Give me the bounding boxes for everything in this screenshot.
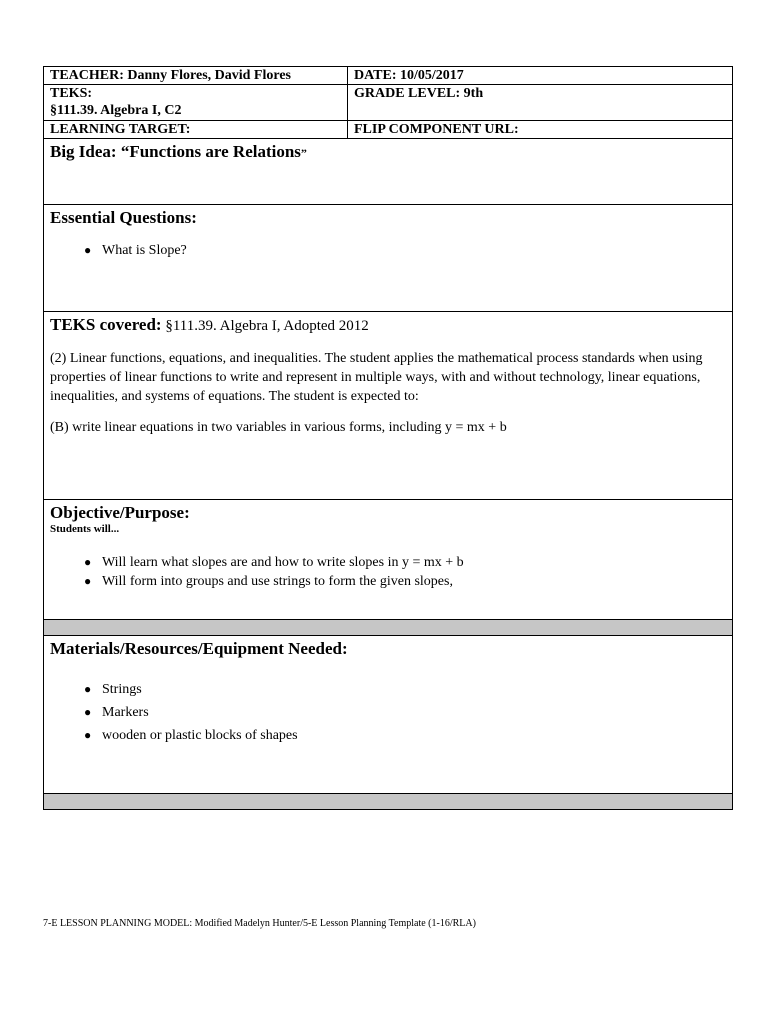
- list-item: ● What is Slope?: [84, 243, 187, 258]
- big-idea-label: Big Idea: “Functions are Relations: [50, 142, 301, 161]
- bullet-icon: ●: [84, 243, 92, 257]
- objective-subheading: Students will...: [50, 523, 120, 535]
- teks-covered-value: §111.39. Algebra I, Adopted 2012: [161, 318, 369, 334]
- teks-cell: [44, 85, 348, 120]
- list-item: ● Markers: [84, 705, 149, 720]
- teks-covered-label: TEKS covered:: [50, 315, 162, 334]
- essential-questions-list: [50, 241, 726, 260]
- list-item: ● wooden or plastic blocks of shapes: [84, 728, 298, 743]
- page-footer: 7-E LESSON PLANNING MODEL: Modified Madelyn Hunter/5-E Lesson Planning Template (1-16/RLA): [43, 918, 476, 929]
- list-item: ● Will learn what slopes are and how to write slopes in y = mx + b: [84, 555, 464, 570]
- learning-target-cell: LEARNING TARGET:: [44, 121, 348, 138]
- bullet-icon: ●: [84, 682, 92, 696]
- bullet-icon: ●: [84, 555, 92, 569]
- teks-covered-section: [44, 312, 732, 500]
- materials-list: [50, 680, 726, 745]
- list-item: ● Will form into groups and use strings to form the given slopes,: [84, 574, 453, 589]
- objective-heading: Objective/Purpose:: [50, 503, 190, 522]
- teks-paragraph-1: (2) Linear functions, equations, and inequalities. The student applies the mathematical process standards when using properties of linear functions to write and represent in multiple ways, with and without technology, linear equations, inequalities, and systems of equations. The student is expected to:: [50, 351, 703, 404]
- teks-row: [44, 85, 732, 121]
- bullet-icon: ●: [84, 705, 92, 719]
- essential-questions-section: [44, 205, 732, 312]
- big-idea-section: [44, 139, 732, 205]
- gray-divider-2: [44, 794, 732, 809]
- gray-divider-1: [44, 620, 732, 636]
- big-idea-heading: [50, 141, 726, 164]
- date-cell: DATE: 10/05/2017: [354, 68, 464, 83]
- bullet-icon: ●: [84, 728, 92, 742]
- teks-value: §111.39. Algebra I, C2: [50, 103, 182, 118]
- bullet-icon: ●: [84, 574, 92, 588]
- flip-url-cell: FLIP COMPONENT URL:: [354, 122, 519, 137]
- essential-questions-heading: Essential Questions:: [50, 208, 197, 227]
- big-idea-quote-end: ”: [300, 146, 307, 160]
- list-item: ● Strings: [84, 682, 142, 697]
- learning-target-row: [44, 121, 732, 139]
- objective-list: [50, 553, 726, 591]
- objective-section: [44, 500, 732, 620]
- grade-level-cell: GRADE LEVEL: 9th: [354, 86, 484, 101]
- teacher-cell: TEACHER: Danny Flores, David Flores: [44, 67, 348, 84]
- lesson-plan-table: [43, 66, 733, 810]
- materials-heading: Materials/Resources/Equipment Needed:: [50, 639, 348, 658]
- teks-paragraph-2: (B) write linear equations in two variables in various forms, including y = mx + b: [50, 420, 507, 435]
- teacher-row: [44, 67, 732, 85]
- materials-section: [44, 636, 732, 794]
- teks-label: TEKS:: [50, 86, 93, 101]
- teks-covered-heading: [50, 314, 726, 337]
